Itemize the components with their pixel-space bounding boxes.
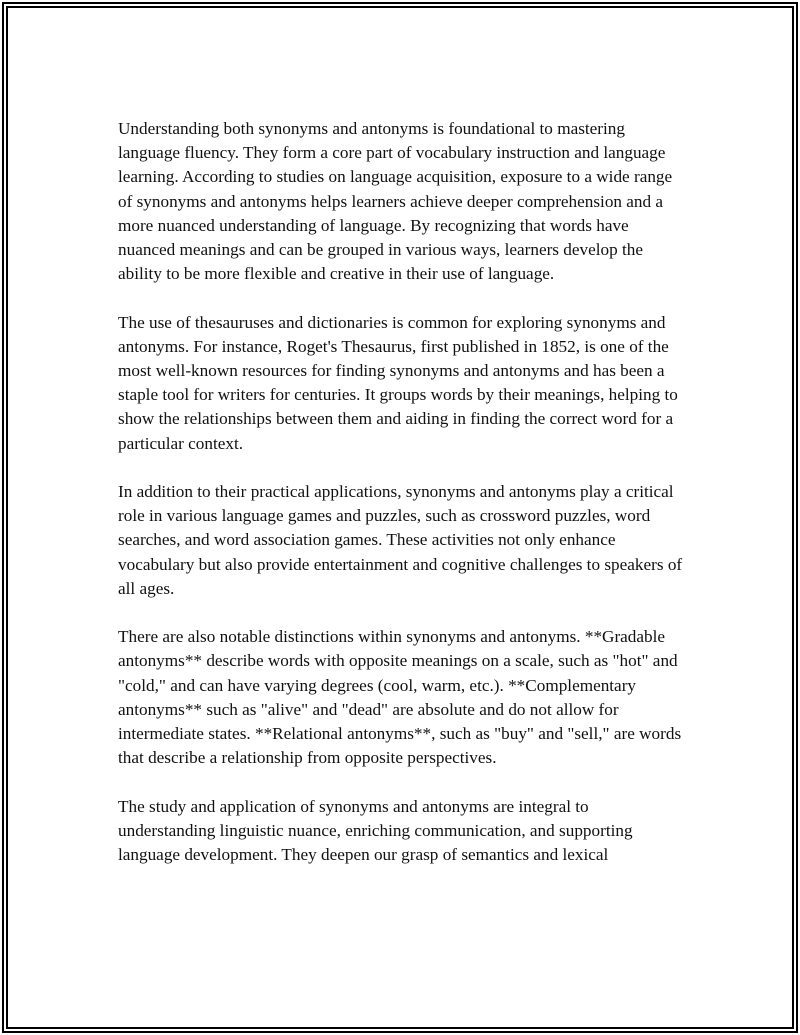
paragraph-4: There are also notable distinctions within synonyms and antonyms. **Gradable antonyms** describe words with opposite meanings on a scale, such as "hot" and "cold," and can have varying degrees (cool, warm, etc.). **Complementary antonyms** such as "alive" and "dead" are absolute and do not allow for intermediate states. **Relational antonyms**, such as "buy" and "sell," are words that describe a relationship from opposite perspectives. <box>118 627 682 768</box>
document-body <box>118 117 690 891</box>
paragraph-5: The study and application of synonyms and antonyms are integral to understanding linguistic nuance, enriching communication, and supporting language development. They deepen our grasp of semantics and lexical <box>118 796 633 865</box>
paragraph-3: In addition to their practical applications, synonyms and antonyms play a critical role in various language games and puzzles, such as crossword puzzles, word searches, and word association games. These activities not only enhance vocabulary but also provide entertainment and cognitive challenges to speakers of all ages. <box>118 482 683 598</box>
paragraph-1: Understanding both synonyms and antonyms is foundational to mastering language fluency. They form a core part of vocabulary instruction and language learning. According to studies on language acquisition, exposure to a wide range of synonyms and antonyms helps learners achieve deeper comprehension and a more nuanced understanding of language. By recognizing that words have nuanced meanings and can be grouped in various ways, learners develop the ability to be more flexible and creative in their use of language. <box>118 119 673 284</box>
paragraph-2: The use of thesauruses and dictionaries is common for exploring synonyms and antonyms. For instance, Roget's Thesaurus, first published in 1852, is one of the most well-known resources for finding synonyms and antonyms and has been a staple tool for writers for centuries. It groups words by their meanings, helping to show the relationships between them and aiding in finding the correct word for a particular context. <box>118 312 678 453</box>
